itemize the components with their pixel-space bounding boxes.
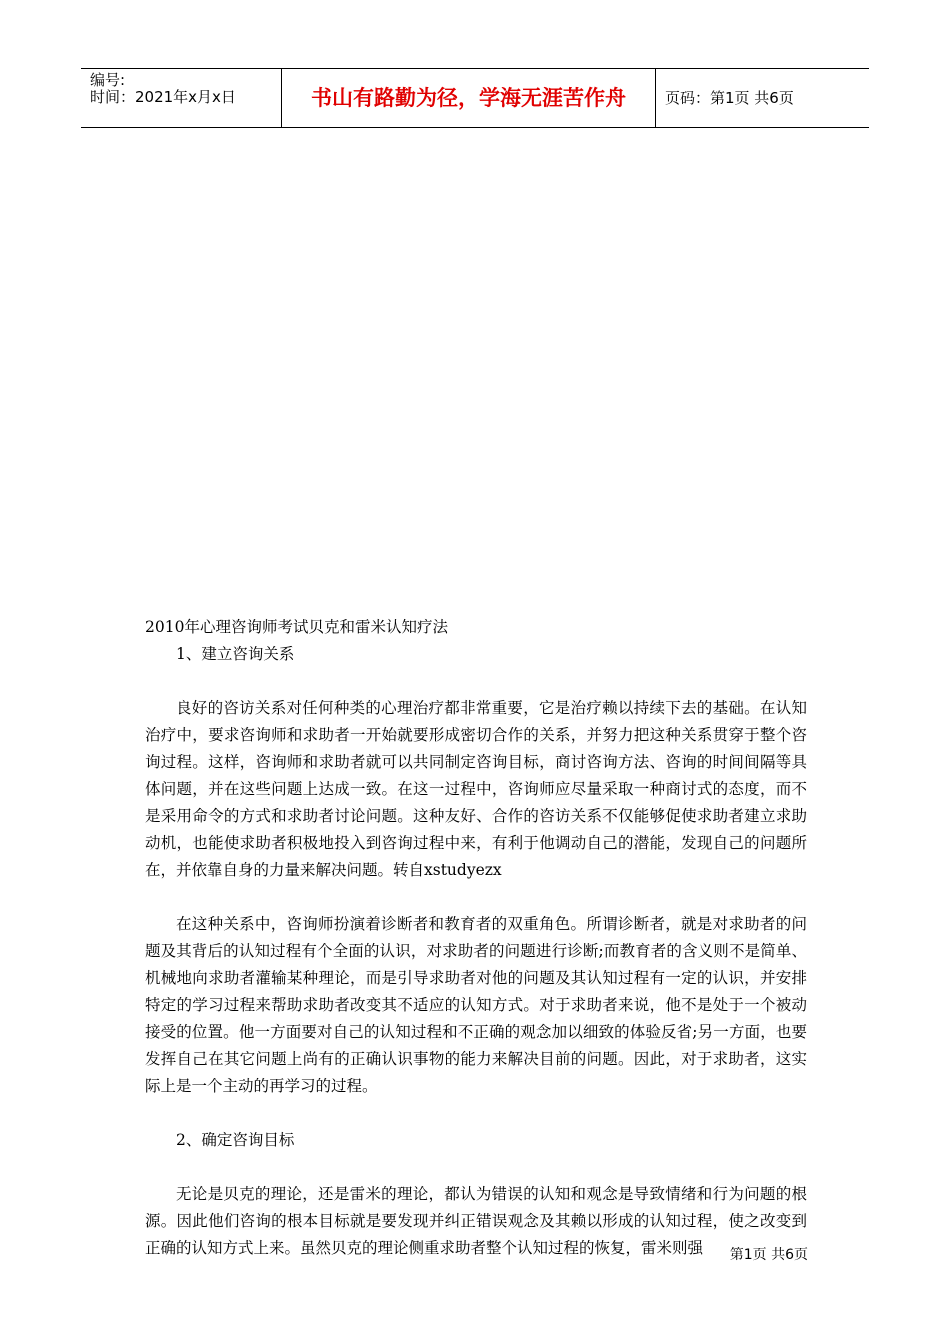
header-motto: 书山有路勤为径，学海无涯苦作舟 [311, 86, 626, 110]
document-time-label: 时间：2021年x月x日 [90, 88, 236, 106]
page-footer: 第1页 共6页 [729, 1247, 808, 1263]
header-divider [655, 69, 656, 127]
section-heading-2: 2、确定咨询目标 [176, 1131, 295, 1149]
paragraph-3: 无论是贝克的理论，还是雷米的理论，都认为错误的认知和观念是导致情绪和行为问题的根源。因此他们咨询的根本目标就是要发现并纠正错误观念及其赖以形成的认知过程，使之改变到正确的认知方式上来。虽然贝克的理论侧重求助者整个认知过程的恢复，雷米则强 [145, 1185, 807, 1257]
header-page-code: 页码：第1页 共6页 [665, 89, 794, 107]
page-header [81, 68, 869, 128]
paragraph-spacer [145, 1100, 807, 1127]
header-info-cell [81, 69, 281, 127]
document-title: 2010年心理咨询师考试贝克和雷米认知疗法 [145, 618, 448, 636]
paragraph-spacer [145, 1154, 807, 1181]
paragraph-2: 在这种关系中，咨询师扮演着诊断者和教育者的双重角色。所谓诊断者，就是对求助者的问题及其背后的认知过程有个全面的认识，对求助者的问题进行诊断;而教育者的含义则不是简单、机械地向求助者灌输某种理论，而是引导求助者对他的问题及其认知过程有一定的认识，并安排特定的学习过程来帮助求助者改变其不适应的认知方式。对于求助者来说，他不是处于一个被动接受的位置。他一方面要对自己的认知过程和不正确的观念加以细致的体验反省;另一方面，也要发挥自己在其它问题上尚有的正确认识事物的能力来解决目前的问题。因此，对于求助者，这实际上是一个主动的再学习的过程。 [145, 915, 807, 1095]
section-heading-1: 1、建立咨询关系 [176, 645, 295, 663]
document-body [145, 614, 807, 1262]
document-number-label: 编号: [90, 71, 126, 89]
paragraph-1: 良好的咨访关系对任何种类的心理治疗都非常重要，它是治疗赖以持续下去的基础。在认知治疗中，要求咨询师和求助者一开始就要形成密切合作的关系，并努力把这种关系贯穿于整个咨询过程。这样，咨询师和求助者就可以共同制定咨询目标，商讨咨询方法、咨询的时间间隔等具体问题，并在这些问题上达成一致。在这一过程中，咨询师应尽量采取一种商讨式的态度，而不是采用命令的方式和求助者讨论问题。这种友好、合作的咨访关系不仅能够促使求助者建立求助动机，也能使求助者积极地投入到咨询过程中来，有利于他调动自己的潜能，发现自己的问题所在，并依靠自身的力量来解决问题。转自xstudyezx [145, 699, 807, 879]
paragraph-spacer [145, 884, 807, 911]
paragraph-spacer [145, 668, 807, 695]
